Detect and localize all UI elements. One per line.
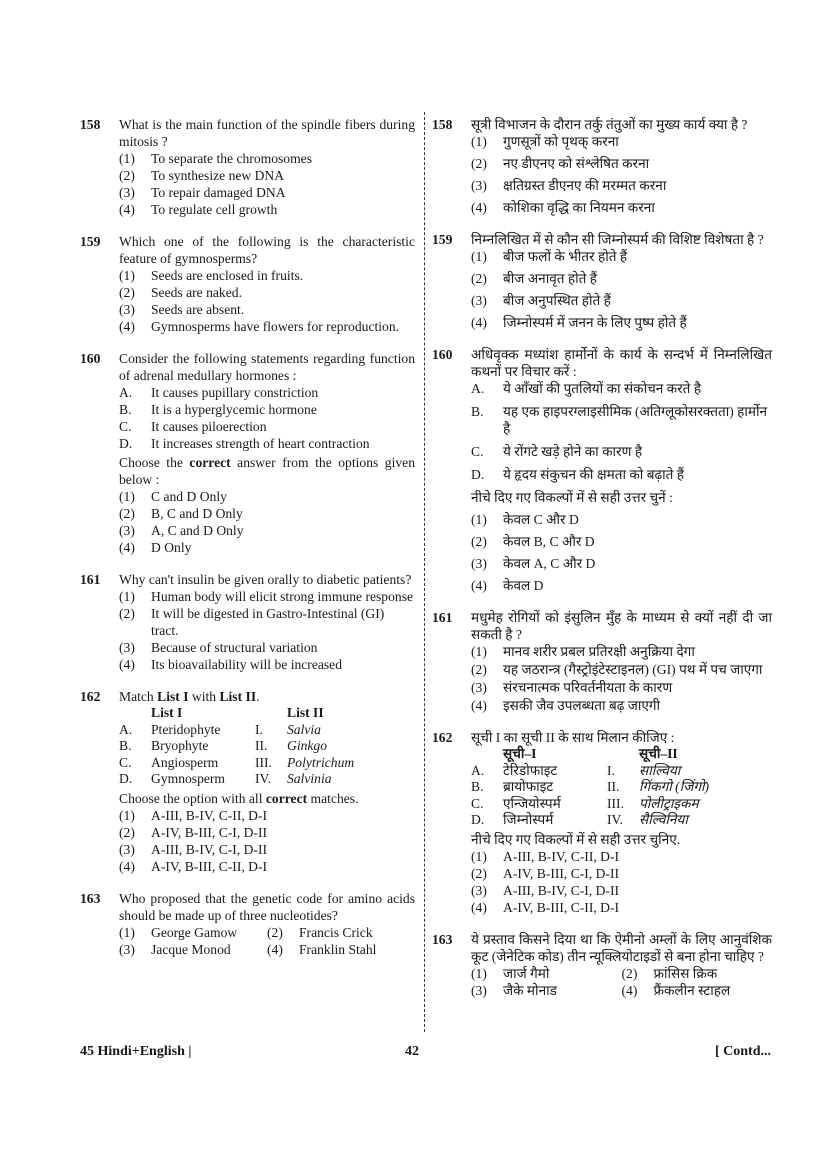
option-4: (4) केवल D <box>471 578 544 593</box>
question-number: 162 <box>80 689 101 704</box>
option-1: (1) मानव शरीर प्रबल प्रतिरक्षी अनुक्रिया देगा <box>471 644 695 659</box>
option-3: (3) A-III, B-IV, C-I, D-II <box>119 841 268 857</box>
option-3: (3) Seeds are absent. <box>119 302 245 317</box>
question-159-hi <box>432 231 772 331</box>
option-1: (1) C and D Only <box>119 489 227 504</box>
question-160-en <box>80 350 415 556</box>
option-3: (3) क्षतिग्रस्त डीएनए की मरम्मत करना <box>471 178 667 193</box>
question-number: 161 <box>80 572 101 587</box>
statement-a: A. It causes pupillary constriction <box>119 385 319 400</box>
statement-b: B. It is a hyperglycemic hormone <box>119 402 317 417</box>
option-1: (1) A-III, B-IV, C-II, D-I <box>471 848 620 864</box>
option-3: (3) Jacque Monod <box>119 941 231 957</box>
options-list <box>119 267 415 335</box>
option-1: (1) Seeds are enclosed in fruits. <box>119 268 304 283</box>
question-161-hi <box>432 609 772 714</box>
option-1: (1) जार्ज गैमो <box>471 965 550 981</box>
options-list <box>119 807 415 875</box>
question-161-en <box>80 571 415 673</box>
footer-paper-code: 45 Hindi+English | <box>80 1044 192 1059</box>
option-4: (4) Gymnosperms have flowers for reproduction. <box>119 319 400 334</box>
question-number: 158 <box>80 117 101 132</box>
option-1: (1) To separate the chromosomes <box>119 151 312 166</box>
option-3: (3) बीज अनुपस्थित होते हैं <box>471 293 611 308</box>
hindi-column <box>432 116 772 1014</box>
option-4: (4) D Only <box>119 540 192 555</box>
match-row: B. ब्रायोफाइट II. गिंकगो (जिंगो) <box>471 779 710 794</box>
match-row: A. टेरिडोफाइट I. साल्विया <box>471 762 681 778</box>
question-stem: सूत्री विभाजन के दौरान तर्कु तंतुओं का मुख्य कार्य क्या है ? <box>471 117 748 132</box>
match-row: D. Gymnosperm IV. Salvinia <box>119 771 332 786</box>
option-4: (4) To regulate cell growth <box>119 202 278 217</box>
options-list <box>471 848 772 916</box>
option-1: (1) केवल C और D <box>471 512 579 527</box>
question-158-en <box>80 116 415 218</box>
match-row: A. Pteridophyte I. Salvia <box>119 721 321 737</box>
match-table <box>119 705 354 788</box>
option-1: (1) Human body will elicit strong immune response <box>119 589 414 604</box>
option-2: (2) It will be digested in Gastro-Intestinal (GI) tract. <box>119 606 385 638</box>
question-number: 163 <box>432 931 453 947</box>
instruction: नीचे दिए गए विकल्पों में से सही उत्तर चुनिए. <box>471 831 681 847</box>
statement-c: C. ये रोंगटे खड़े होने का कारण है <box>471 444 643 459</box>
option-1: (1) George Gamow <box>119 924 238 940</box>
option-4: (4) Franklin Stahl <box>267 941 377 957</box>
option-4: (4) कोशिका वृद्धि का नियमन करना <box>471 200 655 215</box>
question-number: 161 <box>432 610 453 625</box>
option-1: (1) बीज फलों के भीतर होते हैं <box>471 249 628 264</box>
question-number: 158 <box>432 117 453 132</box>
options-row <box>471 982 772 999</box>
footer-continued: [ Contd... <box>714 1044 771 1059</box>
option-2: (2) नए डीएनए को संश्लेषित करना <box>471 156 650 171</box>
statement-d: D. ये हृदय संकुचन की क्षमता को बढ़ाते हैं <box>471 467 685 482</box>
options-list <box>471 643 772 714</box>
option-2: (2) बीज अनावृत होते हैं <box>471 271 598 286</box>
instruction: नीचे दिए गए विकल्पों में से सही उत्तर चुनें : <box>471 490 673 505</box>
option-2: (2) To synthesize new DNA <box>119 168 285 183</box>
option-2: (2) A-IV, B-III, C-I, D-II <box>119 824 268 840</box>
option-3: (3) A, C and D Only <box>119 523 244 538</box>
option-2: (2) केवल B, C और D <box>471 534 595 549</box>
match-row: C. एन्जियोस्पर्म III. पोलीट्राइकम <box>471 795 699 811</box>
match-header: List I List II <box>151 705 324 720</box>
options-list <box>119 150 415 218</box>
option-4: (4) जिम्नोस्पर्म में जनन के लिए पुष्प होते हैं <box>471 315 687 330</box>
question-stem: सूची I का सूची II के साथ मिलान कीजिए : <box>471 730 675 745</box>
option-3: (3) A-III, B-IV, C-I, D-II <box>471 882 620 898</box>
option-3: (3) संरचनात्मक परिवर्तनीयता के कारण <box>471 680 673 695</box>
option-4: (4) A-IV, B-III, C-II, D-I <box>471 899 620 915</box>
options-list <box>471 248 772 331</box>
option-2: (2) Francis Crick <box>267 924 373 940</box>
match-row: B. Bryophyte II. Ginkgo <box>119 738 328 753</box>
question-163-en <box>80 890 415 958</box>
question-162-hi <box>432 729 772 916</box>
options-list <box>471 133 772 216</box>
options-list <box>471 511 772 594</box>
question-number: 160 <box>432 347 453 362</box>
option-2: (2) Seeds are naked. <box>119 285 242 300</box>
options-row <box>119 924 415 941</box>
statement-d: D. It increases strength of heart contraction <box>119 436 370 451</box>
question-stem: Why can't insulin be given orally to diabetic patients? <box>119 572 412 587</box>
options-row <box>471 965 772 982</box>
question-stem: Match List I with List II. <box>119 689 260 704</box>
option-1: (1) A-III, B-IV, C-II, D-I <box>119 807 268 823</box>
statements-list <box>471 380 772 483</box>
option-2: (2) A-IV, B-III, C-I, D-II <box>471 865 620 881</box>
option-2: (2) B, C and D Only <box>119 506 243 521</box>
question-stem: मधुमेह रोगियों को इंसुलिन मुँह के माध्यम से क्यों नहीं दी जा सकती है ? <box>471 610 772 642</box>
option-4: (4) फ्रैंकलीन स्टाहल <box>621 982 731 998</box>
question-stem: Consider the following statements regarding function of adrenal medullary hormones : <box>119 351 415 383</box>
question-number: 159 <box>432 232 453 247</box>
question-stem: ये प्रस्ताव किसने दिया था कि ऐमीनो अम्लों के लिए आनुवंशिक कूट (जेनेटिक कोड) तीन न्यूक्लियोटाइडों से बना होना चाहिए ? <box>471 931 772 964</box>
statements-list <box>119 384 415 452</box>
option-3: (3) To repair damaged DNA <box>119 185 286 200</box>
question-number: 162 <box>432 730 453 745</box>
option-1: (1) गुणसूत्रों को पृथक् करना <box>471 134 619 149</box>
question-number: 160 <box>80 351 101 366</box>
match-header: सूची–I सूची–II <box>503 746 678 761</box>
match-table <box>471 746 709 829</box>
match-row: D. जिम्नोस्पर्म IV. सैल्विनिया <box>471 812 688 827</box>
options-row <box>119 941 415 958</box>
match-row: C. Angiosperm III. Polytrichum <box>119 754 355 770</box>
question-stem: Which one of the following is the characteristic feature of gymnosperms? <box>119 234 415 266</box>
statement-a: A. ये आँखों की पुतलियों का संकोचन करते है <box>471 381 702 396</box>
question-160-hi <box>432 346 772 594</box>
question-number: 163 <box>80 890 101 906</box>
statement-b: B. यह एक हाइपरग्लाइसीमिक (अतिग्लूकोसरक्तता) हार्मोन है <box>471 404 768 436</box>
column-divider <box>424 112 425 1032</box>
options-list <box>119 488 415 556</box>
option-2: (2) फ्रांसिस क्रिक <box>621 965 718 981</box>
option-3: (3) Because of structural variation <box>119 640 318 655</box>
statement-c: C. It causes piloerection <box>119 419 267 434</box>
question-158-hi <box>432 116 772 216</box>
option-4: (4) Its bioavailability will be increased <box>119 657 343 672</box>
option-3: (3) जैके मोनाड <box>471 982 557 998</box>
english-column <box>80 116 415 973</box>
question-stem: निम्नलिखित में से कौन सी जिम्नोस्पर्म की विशिष्ट विशेषता है ? <box>471 232 764 247</box>
option-2: (2) यह जठरान्त्र (गैस्ट्रोइंटेस्टाइनल) (GI) पथ में पच जाएगा <box>471 662 763 677</box>
option-4: (4) A-IV, B-III, C-II, D-I <box>119 858 268 874</box>
question-stem: Who proposed that the genetic code for amino acids should be made up of three nucleotides? <box>119 890 415 923</box>
question-stem: What is the main function of the spindle fibers during mitosis ? <box>119 117 415 149</box>
option-3: (3) केवल A, C और D <box>471 556 596 571</box>
instruction: Choose the correct answer from the options given below : <box>119 455 415 487</box>
question-163-hi <box>432 931 772 999</box>
question-number: 159 <box>80 234 101 249</box>
options-list <box>119 588 415 673</box>
question-162-en <box>80 688 415 875</box>
question-stem: अधिवृक्क मध्यांश हार्मोनों के कार्य के सन्दर्भ में निम्नलिखित कथनों पर विचार करें : <box>471 347 772 379</box>
footer-page-number: 42 <box>405 1044 419 1059</box>
option-4: (4) इसकी जैव उपलब्धता बढ़ जाएगी <box>471 698 661 713</box>
instruction: Choose the option with all correct matches. <box>119 790 359 806</box>
question-159-en <box>80 233 415 335</box>
